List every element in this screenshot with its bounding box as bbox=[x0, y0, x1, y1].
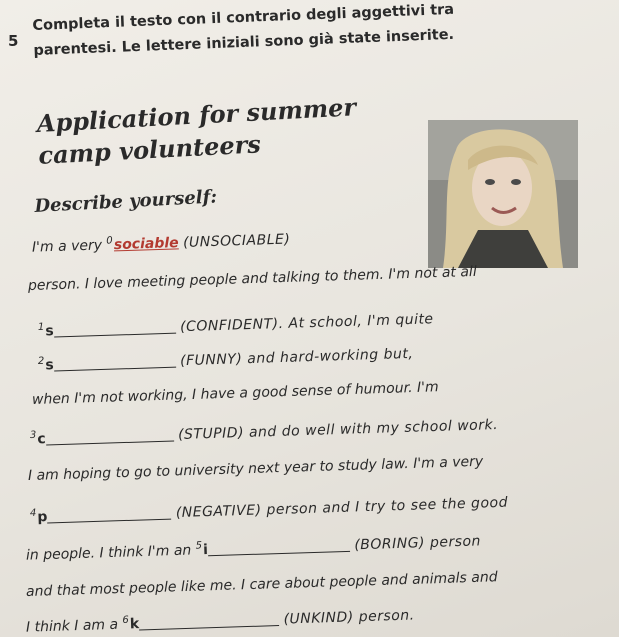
text-line: I am hoping to go to university next year to study law. I'm a very bbox=[27, 453, 484, 484]
gap-initial-letter: i bbox=[202, 541, 209, 559]
gap-number: 0 bbox=[106, 235, 113, 247]
instruction-line: parentesi. Le lettere iniziali sono già state inserite. bbox=[33, 26, 455, 59]
answer-blank[interactable] bbox=[208, 536, 350, 555]
gap-initial-letter: p bbox=[37, 509, 48, 526]
adjective-hint: (STUPID) and do well with my school work. bbox=[177, 416, 499, 443]
gap-initial-letter: k bbox=[129, 616, 140, 633]
gap-number: 6 bbox=[122, 614, 129, 626]
text-line: person. I love meeting people and talking to them. I'm not at all bbox=[27, 263, 477, 294]
answer-blank[interactable] bbox=[47, 504, 171, 523]
text-line bbox=[30, 493, 508, 526]
adjective-hint: (NEGATIVE) person and I try to see the good bbox=[175, 494, 509, 522]
answer-blank[interactable] bbox=[139, 611, 279, 630]
text-line: I think I am a $^6$k (UNKIND) person. bbox=[25, 607, 415, 636]
adjective-hint: (UNKIND) person. bbox=[283, 607, 415, 628]
text-line bbox=[38, 310, 434, 340]
gap-number: 3 bbox=[29, 429, 37, 441]
adjective-hint: (FUNNY) and hard-working but, bbox=[179, 345, 414, 370]
gap-initial-letter: s bbox=[45, 323, 54, 340]
gap-initial-letter: s bbox=[45, 357, 54, 374]
adjective-hint: (BORING) person bbox=[354, 533, 482, 554]
example-answer: sociable bbox=[113, 235, 179, 254]
exercise-number: 5 bbox=[8, 32, 19, 50]
gap-number: 2 bbox=[37, 355, 45, 367]
text-line: when I'm not working, I have a good sense of humour. I'm bbox=[31, 379, 439, 408]
answer-blank[interactable] bbox=[45, 426, 173, 445]
gap-number: 4 bbox=[29, 507, 37, 519]
form-title-line: Application for summer bbox=[36, 92, 357, 138]
text-line: in people. I think I'm an $^5$i (BORING) person bbox=[25, 533, 482, 564]
gap-number: 5 bbox=[195, 540, 203, 552]
answer-blank[interactable] bbox=[53, 352, 175, 371]
adjective-hint: (CONFIDENT). At school, I'm quite bbox=[179, 311, 434, 336]
answer-blank[interactable] bbox=[53, 318, 175, 337]
text-line bbox=[38, 344, 414, 373]
text-line: I'm a very $^0$sociable (UNSOCIABLE) bbox=[31, 231, 291, 256]
adjective-hint: (UNSOCIABLE) bbox=[182, 231, 291, 251]
form-subheading: Describe yourself: bbox=[34, 186, 218, 217]
gap-number: 1 bbox=[37, 321, 45, 333]
text-line bbox=[30, 415, 499, 447]
gap-initial-letter: c bbox=[37, 431, 46, 448]
form-title-line: camp volunteers bbox=[37, 129, 262, 170]
text-line: and that most people like me. I care about people and animals and bbox=[25, 569, 498, 600]
instruction-line: Completa il testo con il contrario degli aggettivi tra bbox=[32, 1, 455, 34]
